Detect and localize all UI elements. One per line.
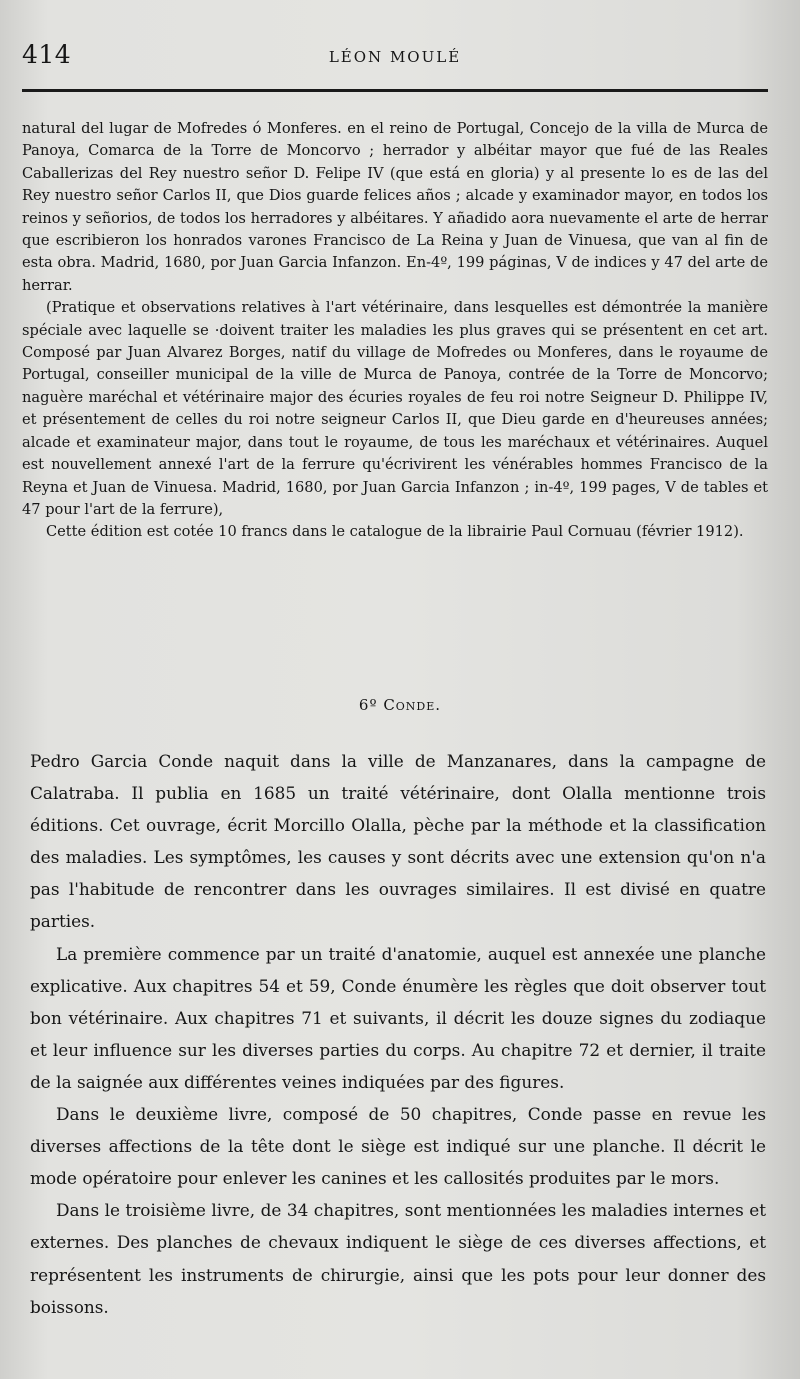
running-head bbox=[22, 40, 768, 80]
spanish-title-text: natural del lugar de Mofredes ó Monferes. en el reino de Portugal, Concejo de la villa de Murca de Panoya, Comarca de la Torre de Moncorvo ; herrador y albéitar mayor que fué de las Reales Caballerizas del Rey nuestro señor D. Felipe IV (que está en gloria) y al presente lo es de las del Rey nuestro señor Carlos II, que Dios guarde felices años ; alcade y examinador mayor, en todos los reinos y señorios, de todos los herradores y albéitares. Y añadido aora nuevamente el arte de herrar que escribieron los honrados varones Francisco de La Reina y Juan de Vinuesa, que van al fin de esta obra. Madrid, 1680, por Juan Garcia Infanzon. En-4º, 199 páginas, V de indices y 47 del arte de herrar. bbox=[22, 120, 768, 294]
page-number: 414 bbox=[22, 40, 72, 69]
paragraph-2: La première commence par un traité d'anatomie, auquel est annexée une planche explicative. Aux chapitres 54 et 59, Conde énumère les règles que doit observer tout bon vétérinaire. Aux chapitres 71 et suivants, il décrit les douze signes du zodiaque et leur influence sur les diverses parties du corps. Au chapitre 72 et dernier, il traite de la saignée aux différentes veines indiquées par des figures. bbox=[30, 943, 766, 1092]
price-note-text: Cette édition est cotée 10 francs dans le catalogue de la librairie Paul Cornuau (février 1912). bbox=[46, 523, 744, 541]
section-number: 6º bbox=[358, 696, 378, 714]
paragraph-1: Pedro Garcia Conde naquit dans la ville de Manzanares, dans la campagne de Calatraba. Il publia en 1685 un traité vétérinaire, dont Olalla mentionne trois éditions. Cet ouvrage, écrit Morcillo Olalla, pèche par la méthode et la classification des maladies. Les symptômes, les causes y sont décrits avec une extension qu'on n'a pas l'habitude de rencontrer dans les ouvrages similaires. Il est divisé en quatre parties. bbox=[30, 751, 766, 932]
section-name: Conde. bbox=[383, 696, 442, 714]
running-title: LÉON MOULÉ bbox=[328, 48, 462, 66]
bibliographic-notice bbox=[22, 118, 768, 544]
paragraph-4: Dans le troisième livre, de 34 chapitres, sont mentionnées les maladies internes et externes. Des planches de chevaux indiquent le siège de ces diverses affections, et représentent les instruments de chirurgie, ainsi que les pots pour leur donner des boissons. bbox=[30, 1200, 766, 1317]
header-rule bbox=[22, 89, 768, 92]
paragraph-3: Dans le deuxième livre, composé de 50 chapitres, Conde passe en revue les diverses affections de la tête dont le siège est indiqué sur une planche. Il décrit le mode opératoire pour enlever les canines et les callosités produites par le mors. bbox=[30, 1104, 766, 1189]
main-text bbox=[30, 745, 766, 1323]
section-heading bbox=[0, 696, 800, 714]
french-translation-text: (Pratique et observations relatives à l'art vétérinaire, dans lesquelles est démontrée la manière spéciale avec laquelle se ·doivent traiter les maladies les plus graves qui se présentent en cet art. Composé par Juan Alvarez Borges, natif du village de Mofredes ou Monferes, dans le royaume de Portugal, conseiller municipal de la ville de Murca de Panoya, contrée de la Torre de Moncorvo; naguère maréchal et vétérinaire major des écuries royales de feu roi notre Seigneur D. Philippe IV, et présentement de celles du roi notre seigneur Carlos II, que Dieu garde en d'heureuses années; alcade et examinateur major, dans tout le royaume, de tous les maréchaux et vétérinaires. Auquel est nouvellement annexé l'art de la ferrure qu'écrivirent les vénérables hommes Francisco de la Reyna et Juan de Vinuesa. Madrid, 1680, por Juan Garcia Infanzon ; in-4º, 199 pages, V de tables et 47 pour l'art de la ferrure), bbox=[22, 299, 768, 518]
